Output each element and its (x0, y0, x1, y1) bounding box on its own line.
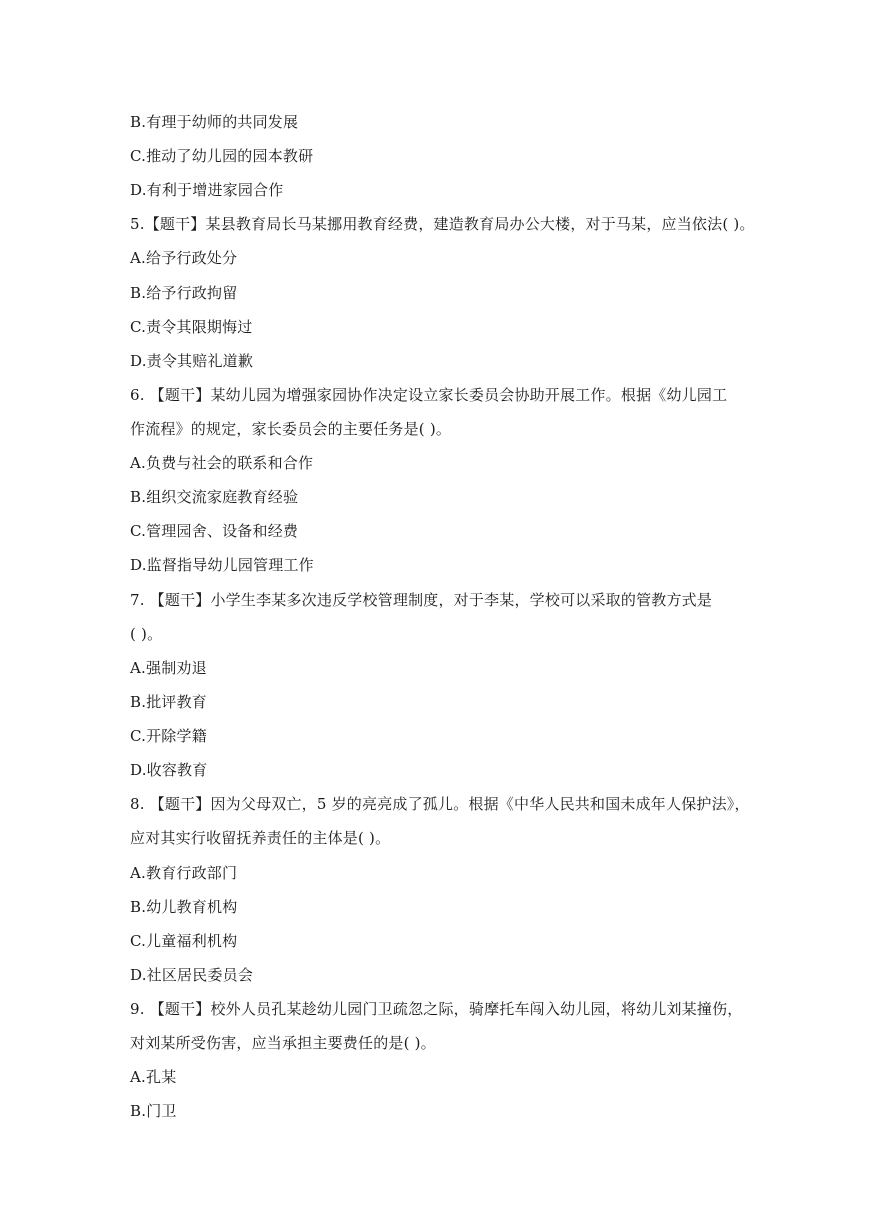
question-line: 作流程》的规定，家长委员会的主要任务是( )。 (130, 420, 452, 438)
option-line: A.负费与社会的联系和合作 (130, 454, 314, 472)
question-line: 8. 【题干】因为父母双亡，5 岁的亮亮成了孤儿。根据《中华人民共和国未成年人保护法》， (130, 795, 750, 813)
question-line: 6. 【题干】某幼儿园为增强家园协作决定设立家长委员会协助开展工作。根据《幼儿园工 (130, 386, 728, 404)
question-line: 9. 【题干】校外人员孔某趁幼儿园门卫疏忽之际，骑摩托车闯入幼儿园，将幼儿刘某撞伤， (130, 1000, 743, 1018)
option-line: C.推动了幼儿园的园本教研 (130, 147, 314, 165)
option-line: D.责令其赔礼道歉 (130, 352, 254, 370)
question-line: 7. 【题干】小学生李某多次违反学校管理制度，对于李某，学校可以采取的管教方式是 (130, 591, 713, 609)
question-line: 5.【题干】某县教育局长马某挪用教育经费，建造教育局办公大楼，对于马某，应当依法( )。 (130, 215, 755, 233)
option-line: B.门卫 (130, 1102, 177, 1120)
question-line: ( )。 (130, 625, 163, 643)
option-line: B.幼儿教育机构 (130, 898, 238, 916)
question-line: 对刘某所受伤害，应当承担主要费任的是( )。 (130, 1034, 436, 1052)
option-line: B.给予行政拘留 (130, 284, 238, 302)
option-line: D.社区居民委员会 (130, 966, 254, 984)
option-line: C.儿童福利机构 (130, 932, 238, 950)
option-line: D.监督指导幼儿园管理工作 (130, 556, 314, 574)
option-line: B.组织交流家庭教育经验 (130, 488, 299, 506)
option-line: B.批评教育 (130, 693, 207, 711)
option-line: A.孔某 (130, 1068, 177, 1086)
question-line: 应对其实行收留抚养责任的主体是( )。 (130, 829, 391, 847)
option-line: D.有利于增进家园合作 (130, 181, 284, 199)
option-line: C.开除学籍 (130, 727, 207, 745)
option-line: C.责令其限期悔过 (130, 318, 253, 336)
option-line: A.强制劝退 (130, 659, 207, 677)
option-line: A.给予行政处分 (130, 249, 238, 267)
option-line: D.收容教育 (130, 761, 208, 779)
option-line: A.教育行政部门 (130, 864, 238, 882)
option-line: C.管理园舍、设备和经费 (130, 522, 299, 540)
option-line: B.有理于幼师的共同发展 (130, 113, 299, 131)
